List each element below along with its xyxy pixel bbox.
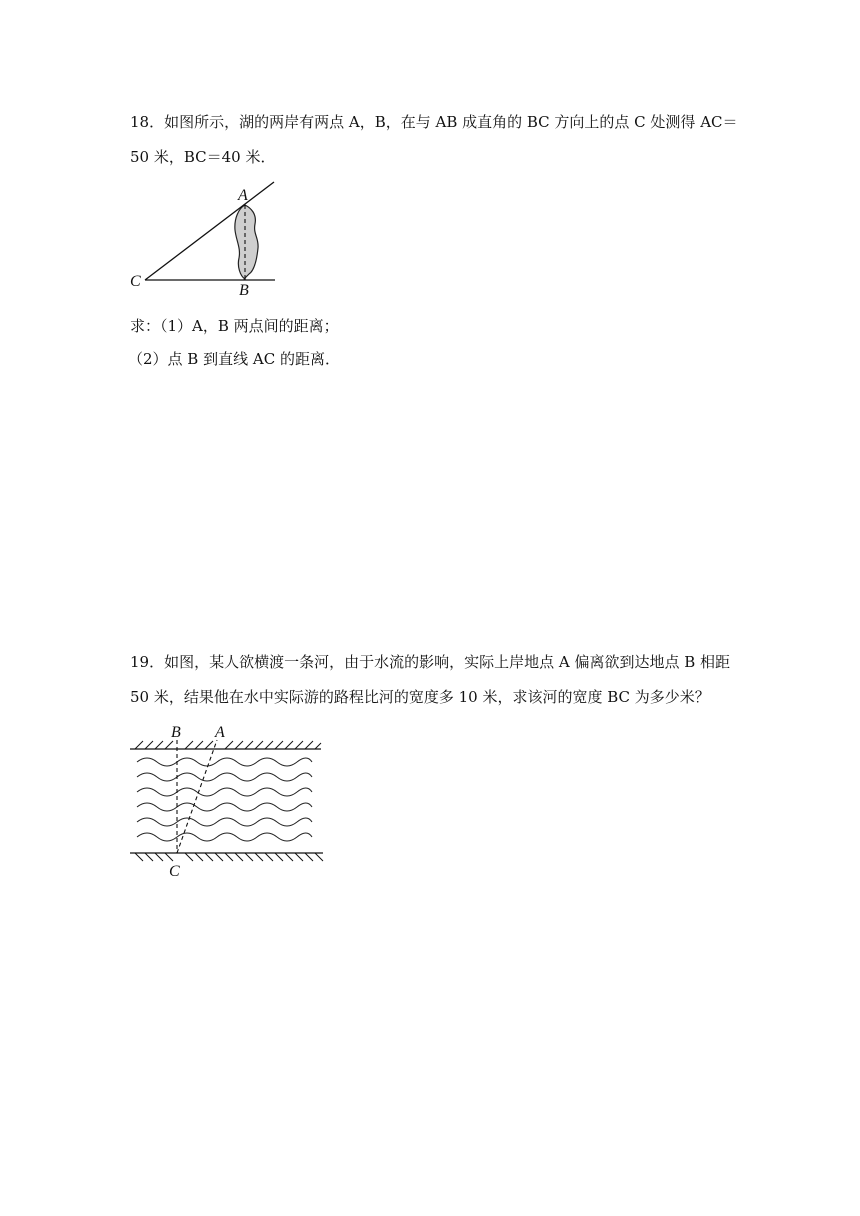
q18-subquestion-1: 求：（1）A，B 两点间的距离； <box>130 317 339 335</box>
label-b: B <box>239 282 249 298</box>
bottom-bank-hatching <box>135 853 323 861</box>
q19-river-figure <box>125 720 330 882</box>
label-a: A <box>238 187 248 204</box>
label-c: C <box>130 273 141 290</box>
label-b: B <box>171 724 181 741</box>
river-waves <box>137 758 312 841</box>
q19-text-line2: 50 米，结果他在水中实际游的路程比河的宽度多 10 米，求该河的宽度 BC 为多少米？ <box>130 688 710 706</box>
label-a: A <box>215 724 225 741</box>
q18-subquestion-2: （2）点 B 到直线 AC 的距离． <box>128 350 340 368</box>
line-ca-dashed <box>177 740 217 853</box>
q18-lake-figure <box>125 178 285 298</box>
top-bank-hatching <box>135 741 321 749</box>
q18-text-line1: 18．如图所示，湖的两岸有两点 A，B，在与 AB 成直角的 BC 方向上的点 C 处测得 AC＝ <box>130 113 738 131</box>
q18-text-line2: 50 米，BC＝40 米． <box>130 148 276 166</box>
label-c: C <box>169 863 180 880</box>
q19-text-line1: 19．如图，某人欲横渡一条河，由于水流的影响，实际上岸地点 A 偏离欲到达地点 B 相距 <box>130 653 731 671</box>
lake-shape <box>235 205 258 279</box>
